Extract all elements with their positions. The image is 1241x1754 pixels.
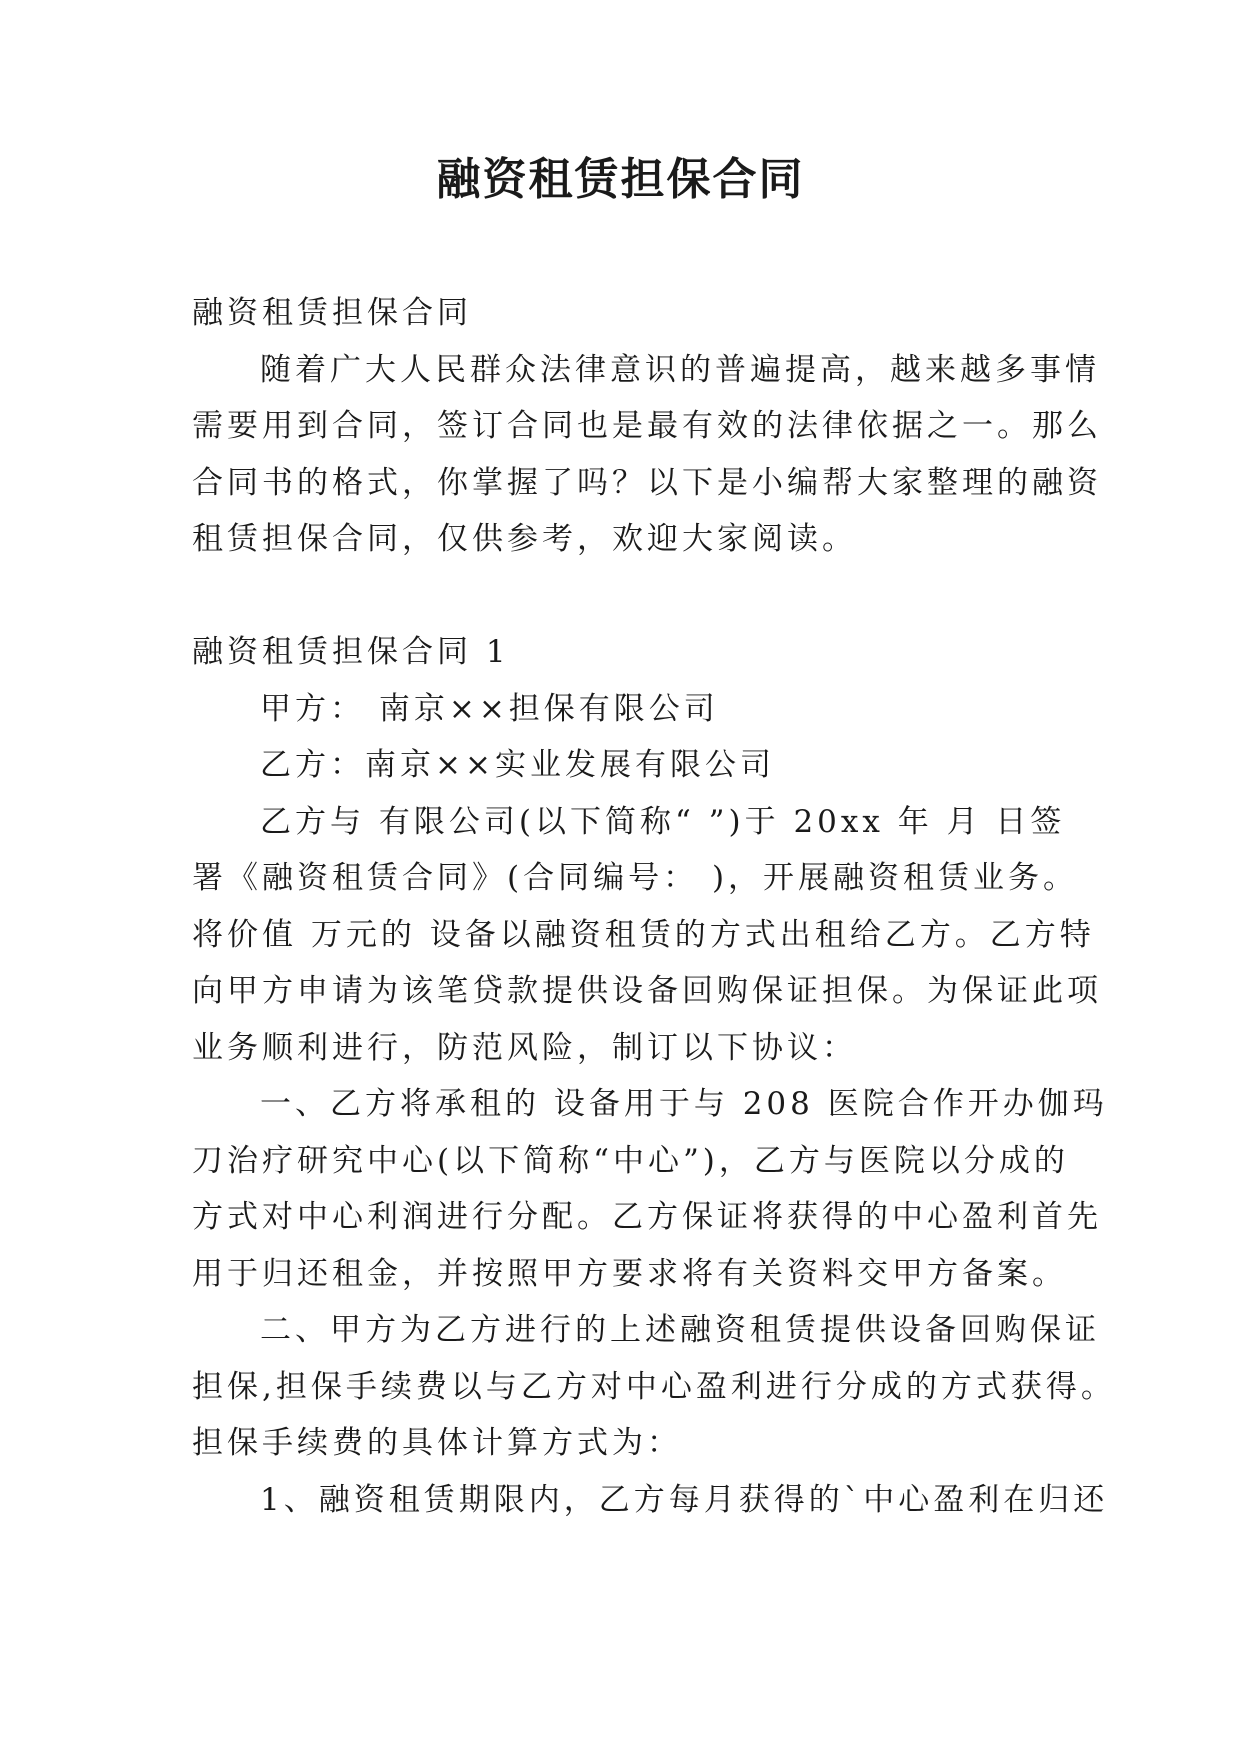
section-heading: 融资租赁担保合同 xyxy=(192,295,472,331)
contract-paragraph-line: 乙方与 有限公司(以下简称“ ”)于 20xx 年 月 日签 xyxy=(260,803,1066,840)
contract-paragraph-line: 将价值 万元的 设备以融资租赁的方式出租给乙方。乙方特 xyxy=(192,916,1095,953)
intro-paragraph-line: 随着广大人民群众法律意识的普遍提高，越来越多事情 xyxy=(260,351,1100,388)
clause-one-line: 方式对中心利润进行分配。乙方保证将获得的中心盈利首先 xyxy=(192,1199,1102,1235)
contract-paragraph-line: 署《融资租赁合同》(合同编号： )，开展融资租赁业务。 xyxy=(192,860,1079,896)
clause-two-line: 担保手续费的具体计算方式为： xyxy=(192,1425,682,1461)
paragraph-spacer xyxy=(192,568,1057,625)
contract-paragraph-line: 向甲方申请为该笔贷款提供设备回购保证担保。为保证此项 xyxy=(192,973,1102,1009)
clause-one-line: 一、乙方将承租的 设备用于与 208 医院合作开办伽玛 xyxy=(260,1086,1108,1122)
document-title: 融资租赁担保合同 xyxy=(436,154,805,205)
clause-two-line: 担保,担保手续费以与乙方对中心盈利进行分成的方式获得。 xyxy=(192,1368,1116,1405)
party-a-line: 甲方： 南京××担保有限公司 xyxy=(260,690,719,727)
document-body xyxy=(192,285,1116,1528)
clause-one-line: 刀治疗研究中心(以下简称“中心”)，乙方与医院以分成的 xyxy=(192,1142,1069,1179)
intro-paragraph-line: 合同书的格式，你掌握了吗？以下是小编帮大家整理的融资 xyxy=(192,464,1102,501)
intro-paragraph-line: 需要用到合同，签订合同也是最有效的法律依据之一。那么 xyxy=(192,408,1102,444)
intro-paragraph-line: 租赁担保合同，仅供参考，欢迎大家阅读。 xyxy=(192,521,857,557)
contract-paragraph-line: 业务顺利进行，防范风险，制订以下协议： xyxy=(192,1029,857,1066)
party-b-line: 乙方：南京××实业发展有限公司 xyxy=(260,747,775,783)
clause-one-line: 用于归还租金，并按照甲方要求将有关资料交甲方备案。 xyxy=(192,1255,1067,1292)
contract-heading: 融资租赁担保合同 1 xyxy=(192,634,510,670)
sub-clause-line: 1、融资租赁期限内，乙方每月获得的`中心盈利在归还 xyxy=(260,1481,1109,1518)
clause-two-line: 二、甲方为乙方进行的上述融资租赁提供设备回购保证 xyxy=(260,1312,1100,1348)
